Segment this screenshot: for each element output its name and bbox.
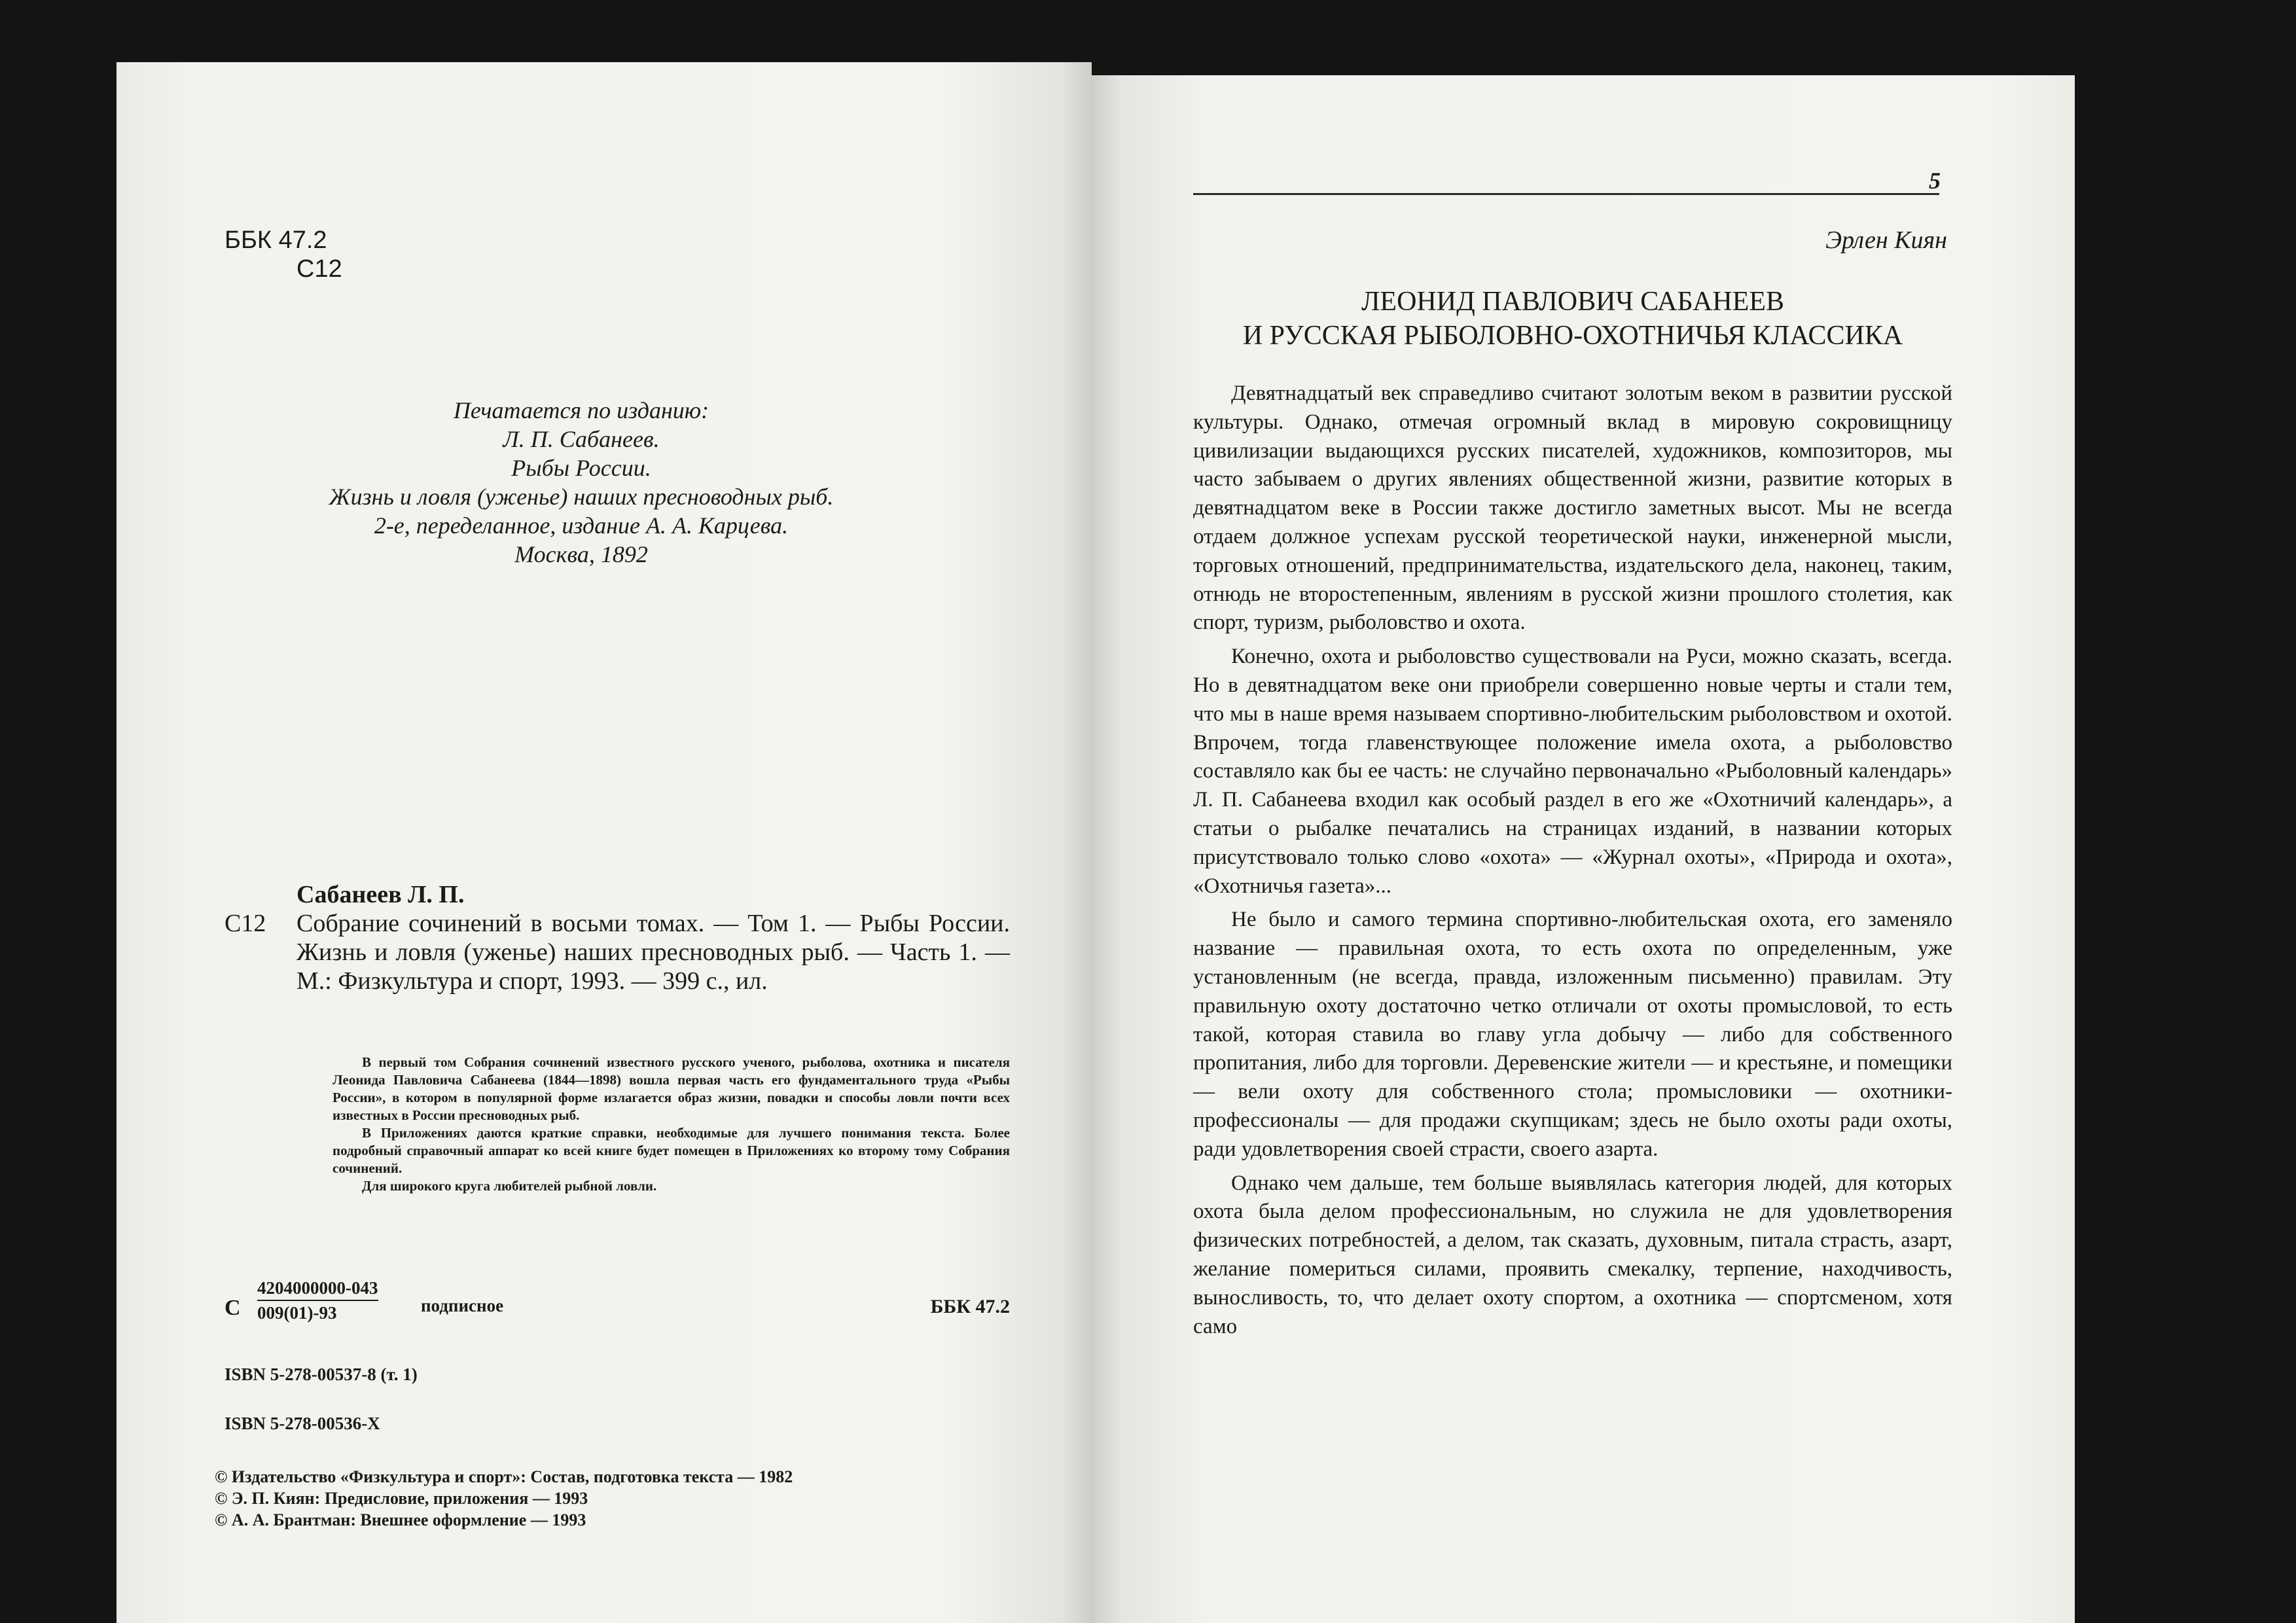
copyright-line: © Э. П. Киян: Предисловие, приложения — 1993 [215,1489,588,1508]
right-page [1092,75,2075,1623]
body-paragraph: Конечно, охота и рыболовство существовали на Руси, можно сказать, всегда. Но в девятнадцатом веке они приобрели совершенно новые черты и стали тем, что мы в наше время называем спортивно-любительским рыболовством и охотой. Впрочем, тогда главенствующее положение имела охота, а рыболовство составляло как бы ее часть: не случайно первоначально «Рыболовный календарь» Л. П. Сабанеева входил как особый раздел в его же «Охотничий календарь», а статьи о рыбалке печатались на страницах изданий, в названии которых присутствовало только слово «охота» — «Журнал охоты», «Природа и охота», «Охотничья газета»... [1193,645,1952,898]
annotation-paragraph: В первый том Собрания сочинений известного русского ученого, рыболова, охотника и писателя Леонида Павловича Сабанеева (1844—1898) вошла первая часть его фундаментального труда «Рыбы России», в котором в популярной форме излагается образ жизни, повадки и способы ловли почти всех известных в России пресноводных рыб. [332,1054,1010,1123]
bibliographic-description: Собрание сочинений в восьми томах. — Том 1. — Рыбы России. Жизнь и ловля (уженье) наших пресноводных рыб. — Часть 1. — М.: Физкультура и спорт, 1993. — 399 с., ил. [296,910,1010,995]
body-paragraph: Не было и самого термина спортивно-любительская охота, его заменяло название — правильная охота, то есть охота по определенным, уже установленным (не всегда, правда, изложенным письменно) правилам. Эту правильную охоту достаточно четко отличали от охоты промысловой, то есть такой, которая ставила во главу угла добычу — либо для собственного пропитания, либо для торговли. Деревенские жители — и крестьяне, и помещики — вели охоту для собственного стола; промысловики — охотники-профессионалы — для продажи скупщикам; здесь не было охоты ради охоты, ради удовлетворения своей страсти, своего азарта. [1193,908,1952,1161]
essay-title [1193,285,1952,353]
left-page [117,62,1092,1623]
classification-numerator: 4204000000-043 [257,1276,378,1301]
classification-denominator: 009(01)-93 [257,1303,337,1323]
edition-line: 2-е, переделанное, издание А. А. Карцева. [374,512,789,539]
author-sign: С12 [296,255,342,283]
essay-title-line: ЛЕОНИД ПАВЛОВИЧ САБАНЕЕВ [1361,287,1785,317]
classification-fraction [257,1276,378,1325]
isbn-set: ISBN 5-278-00536-X [224,1414,380,1433]
annotation-paragraph: Для широкого круга любителей рыбной ловли. [362,1178,657,1194]
classification-block [224,1276,1010,1335]
bibliographic-record [224,880,1010,995]
essay-body [1193,380,1952,1346]
edition-note [221,396,941,569]
edition-line: Л. П. Сабанеев. [503,426,660,452]
catalog-code: С12 [224,910,266,937]
annotation [332,1054,1010,1195]
bbk-code: ББК 47.2 [224,226,327,254]
edition-line: Жизнь и ловля (уженье) наших пресноводных рыб. [329,484,834,510]
header-rule [1193,193,1939,195]
copyright-line: © А. А. Брантман: Внешнее оформление — 1993 [215,1510,586,1529]
isbn-volume: ISBN 5-278-00537-8 (т. 1) [224,1364,418,1384]
essay-title-line: И РУССКАЯ РЫБОЛОВНО-ОХОТНИЧЬЯ КЛАССИКА [1242,321,1903,351]
edition-line: Москва, 1892 [514,541,648,567]
catalog-entry [224,909,1010,995]
copyright-line: © Издательство «Физкультура и спорт»: Состав, подготовка текста — 1982 [215,1467,793,1486]
bbk-code-bottom: ББК 47.2 [930,1296,1010,1317]
author-heading: Сабанеев Л. П. [296,881,465,908]
body-paragraph: Девятнадцатый век справедливо считают золотым веком в развитии русской культуры. Однако, отмечая огромный вклад в мировую сокровищницу цивилизации выдающихся русских писателей, художников, композиторов, мы часто забываем о других явлениях общественной жизни, развитие которых в девятнадцатом веке в России также достигло заметных высот. Мы не всегда отдаем должное успехам русской теоретической науки, инженерной мысли, торговых отношений, предпринимательства, издательского дела, наконец, таким, отнюдь не второстепенным, явлениям в русской жизни прошлого столетия, как спорт, туризм, рыболовство и охота. [1193,382,1952,635]
annotation-paragraph: В Приложениях даются краткие справки, необходимые для лучшего понимания текста. Более подробный справочный аппарат ко всей книге будет помещен в Приложениях ко второму тому Собрания сочинений. [332,1125,1010,1176]
classification-letter: С [224,1296,241,1320]
copyright-notices [215,1466,1020,1531]
edition-line: Рыбы России. [511,455,651,481]
edition-line: Печатается по изданию: [453,397,709,423]
bbk-index-top [224,226,342,283]
body-paragraph: Однако чем дальше, тем больше выявлялась категория людей, для которых охота была делом профессиональным, но служила не для удовлетворения физических потребностей, а делом, так сказать, духовным, питала страсть, азарт, желание помериться силами, проявить смекалку, терпение, находчивость, выносливость, то, что делает охоту спортом, а охотника — спортсменом, хотя само [1193,1171,1952,1338]
subscription-label: подписное [421,1296,504,1315]
page-number: 5 [1929,168,1941,194]
essay-author: Эрлен Киян [1825,226,1947,254]
